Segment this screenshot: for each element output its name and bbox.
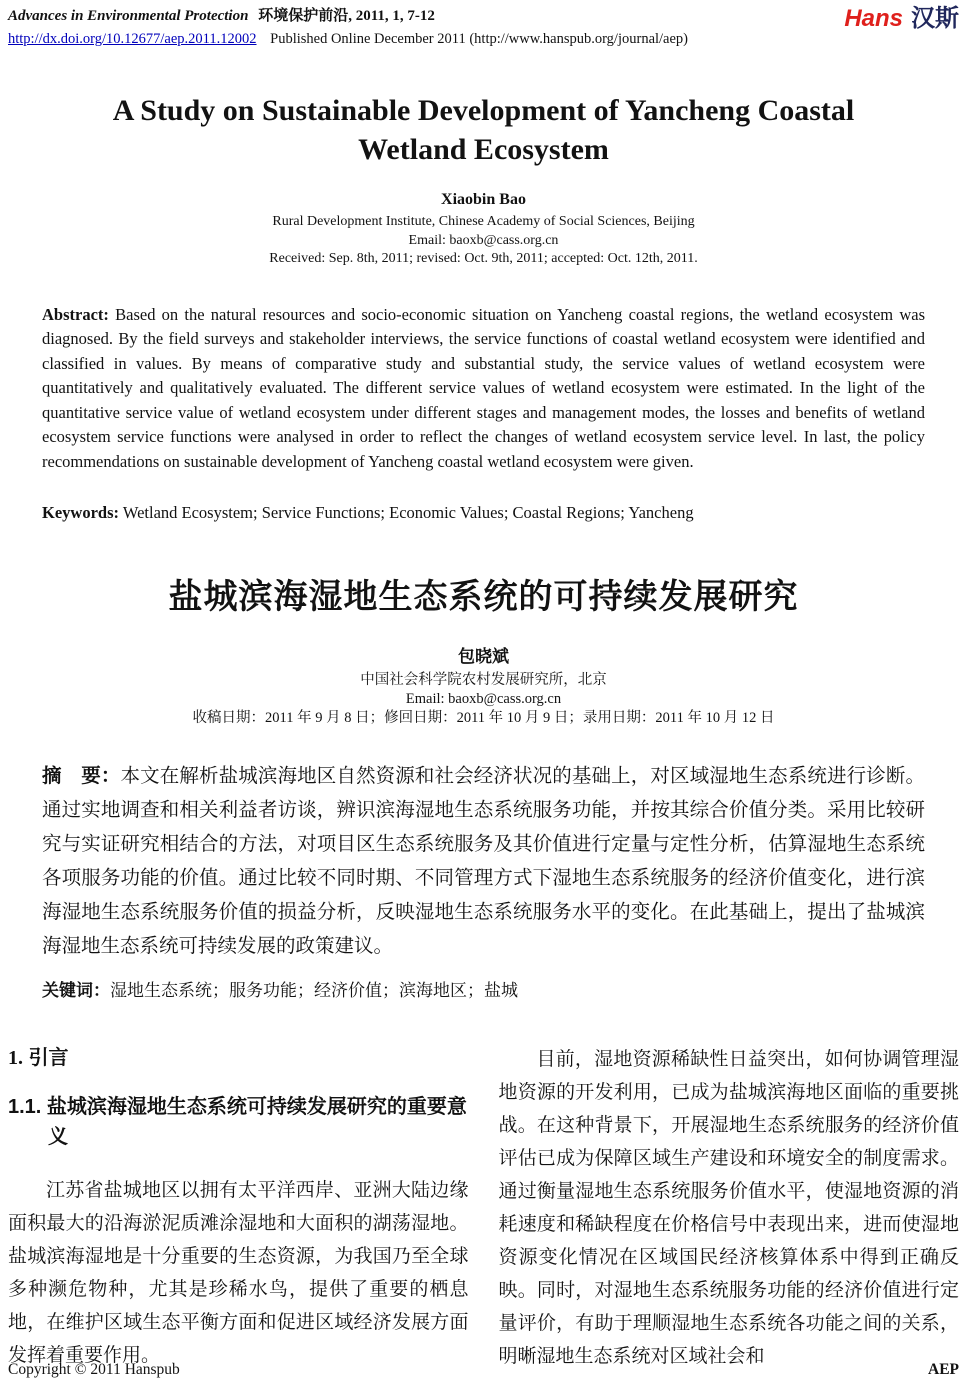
abstract-cn (42, 760, 925, 964)
abstract-text-cn: 本文在解析盐城滨海地区自然资源和社会经济状况的基础上，对区域湿地生态系统进行诊断。通过实地调查和相关利益者访谈，辨识滨海湿地生态系统服务功能，并按其综合价值分类。采用比较研究与实证研究相结合的方法，对项目区生态系统服务及其价值进行定量与定性分析，估算湿地生态系统各项服务功能的价值。通过比较不同时期、不同管理方式下湿地生态系统服务的经济价值变化，进行滨海湿地生态系统服务价值的损益分析，反映湿地生态系统服务水平的变化。在此基础上，提出了盐城滨海湿地生态系统可持续发展的政策建议。 (42, 765, 925, 957)
hanspub-logo (844, 6, 959, 32)
keywords-text-en: Wetland Ecosystem; Service Functions; Economic Values; Coastal Regions; Yancheng (122, 502, 694, 522)
author-name-cn: 包晓斌 (458, 646, 509, 666)
page-footer (8, 1361, 959, 1379)
journal-abbr: AEP (928, 1361, 959, 1378)
keywords-label-cn: 关键词： (42, 980, 110, 1000)
keywords-text-cn: 湿地生态系统；服务功能；经济价值；滨海地区；盐城 (110, 980, 518, 1000)
abstract-en (42, 303, 925, 475)
doi-link[interactable]: http://dx.doi.org/10.12677/aep.2011.12002 (8, 31, 257, 47)
section-1-number: 1. (8, 1046, 23, 1069)
received-dates-cn: 收稿日期：2011 年 9 月 8 日；修回日期：2011 年 10 月 9 日；录用日期：2011 年 10 月 12 日 (192, 709, 775, 726)
journal-name-en: Advances in Environmental Protection (8, 8, 249, 24)
section-1-1-heading: 1.1. 盐城滨海湿地生态系统可持续发展研究的重要意义 (8, 1095, 467, 1148)
section-1-title: 引言 (28, 1046, 69, 1069)
abstract-label-en: Abstract: (42, 304, 109, 324)
published-online-text: Published Online December 2011 (http://www.hanspub.org/journal/aep) (270, 31, 689, 47)
abstract-text-en: Based on the natural resources and socio-economic situation on Yancheng coastal regions, the wetland ecosystem was diagnosed. By the field surveys and stakeholder interviews, the service functions of coastal wetland ecosystem were identified and classified in values. By means of comparative study and substantial study, the service values of wetland ecosystem were quantitatively and qualitatively evaluated. The different service values of wetland ecosystem were estimated. In the light of the quantitative service value of wetland ecosystem under different stages and management modes, the losses and benefits of wetland ecosystem service functions were analysed in order to reflect the changes of wetland ecosystem service level. In last, the policy recommendations on sustainable development of Yancheng coastal wetland ecosystem were given. (42, 304, 925, 472)
received-dates-en: Received: Sep. 8th, 2011; revised: Oct. 9th, 2011; accepted: Oct. 12th, 2011. (269, 251, 698, 266)
left-column (8, 1035, 469, 1373)
hans-logo-chinese: 汉斯 (911, 6, 959, 32)
keywords-label-en: Keywords: (42, 502, 119, 522)
email-en: Email: baoxb@cass.org.cn (408, 232, 559, 248)
journal-header (8, 6, 959, 49)
journal-doi-line (8, 29, 688, 49)
author-block-en (8, 213, 959, 269)
affiliation-en: Rural Development Institute, Chinese Academy of Social Sciences, Beijing (272, 214, 695, 229)
left-column-paragraph: 江苏省盐城地区以拥有太平洋西岸、亚洲大陆边缘面积最大的沿海淤泥质滩涂湿地和大面积的湖荡湿地。盐城滨海湿地是十分重要的生态资源，为我国乃至全球多种濒危物种，尤其是珍稀水鸟，提供了重要的栖息地，在维护区域生态平衡方面和促进区域经济发展方面发挥着重要作用。 (8, 1179, 469, 1366)
affiliation-cn: 中国社会科学院农村发展研究所，北京 (360, 671, 607, 688)
hans-logo-latin: Hans (844, 5, 903, 32)
right-column (499, 1035, 960, 1373)
author-name-en: Xiaobin Bao (441, 191, 526, 208)
email-cn: Email: baoxb@cass.org.cn (405, 690, 562, 707)
keywords-en (42, 503, 925, 523)
section-1-heading (8, 1041, 469, 1070)
copyright-text: Copyright © 2011 Hanspub (8, 1361, 180, 1378)
author-block-cn (8, 671, 959, 728)
article-title-en: A Study on Sustainable Development of Yancheng Coastal Wetland Ecosystem (112, 94, 855, 166)
article-title-cn: 盐城滨海湿地生态系统的可持续发展研究 (168, 577, 799, 616)
journal-title-line (8, 6, 688, 26)
two-column-body (8, 1035, 959, 1373)
right-column-paragraph: 目前，湿地资源稀缺性日益突出，如何协调管理湿地资源的开发利用，已成为盐城滨海地区面临的重要挑战。在这种背景下，开展湿地生态系统服务的经济价值评估已成为保障区域生产建设和环境安全的制度需求。通过衡量湿地生态系统服务价值水平，使湿地资源的消耗速度和稀缺程度在价格信号中表现出来，进而使湿地资源变化情况在区域国民经济核算体系中得到正确反映。同时，对湿地生态系统服务功能的经济价值进行定量评价，有助于理顺湿地生态系统各功能之间的关系，明晰湿地生态系统对区域社会和 (498, 1048, 959, 1367)
journal-header-left (8, 6, 688, 49)
journal-name-cn: 环境保护前沿, 2011, 1, 7-12 (258, 8, 435, 24)
keywords-cn (42, 976, 925, 1001)
abstract-label-cn: 摘 要： (42, 765, 121, 787)
